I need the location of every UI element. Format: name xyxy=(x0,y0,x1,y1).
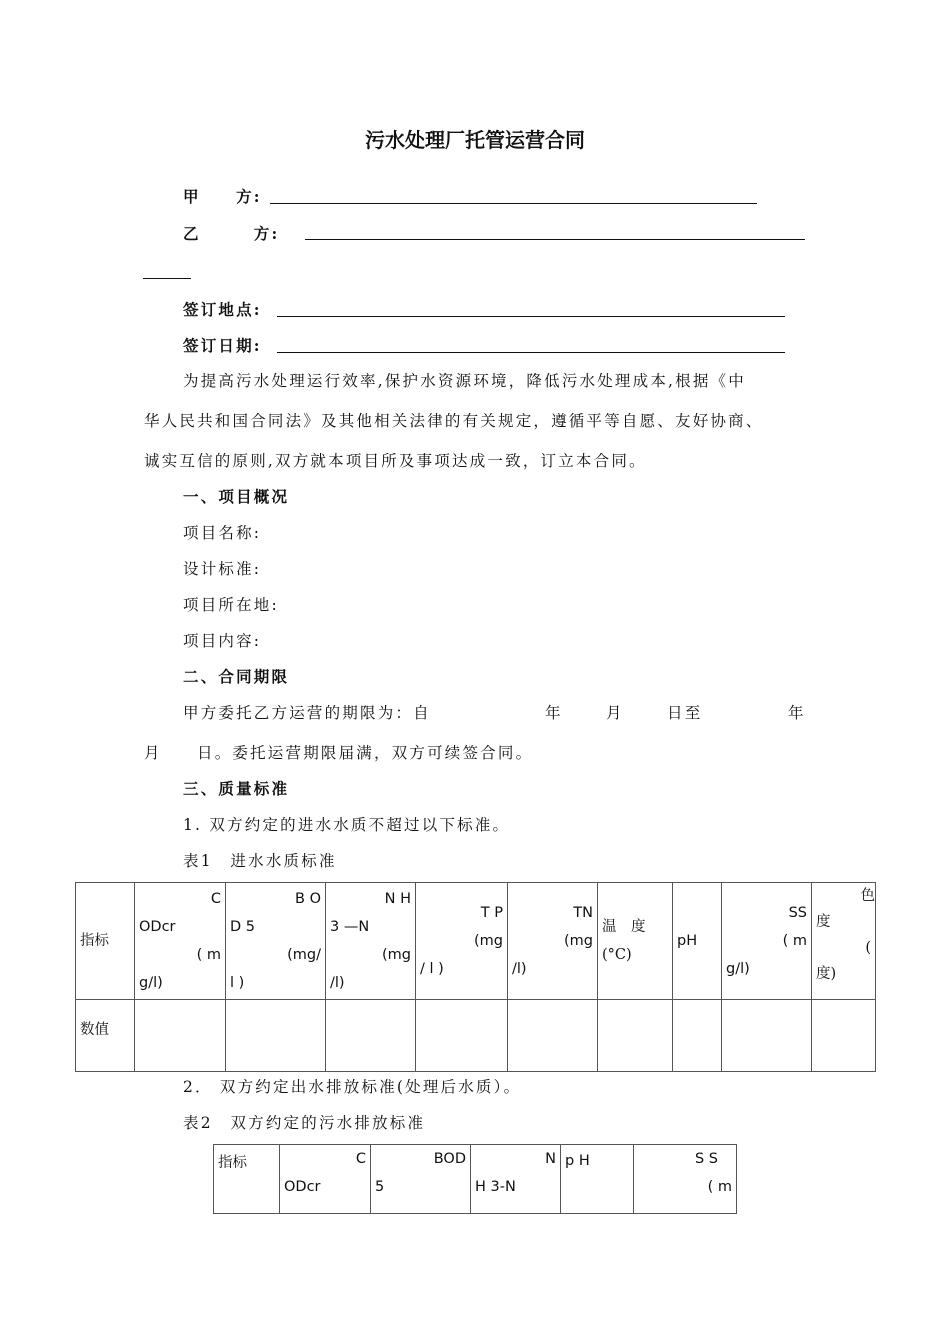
term-line-end: 日。委托运营期限届满，双方可续签合同。 xyxy=(197,744,534,762)
table-1-row-header: 指标 xyxy=(76,883,135,1000)
table-1-caption: 表1 进水水质标准 xyxy=(183,852,337,870)
term-line-start: 甲方委托乙方运营的期限为：自 xyxy=(183,704,431,722)
table-2-col-bod5: BOD 5 xyxy=(371,1145,471,1214)
table-1-col-bod5: B O D 5 (mg/ l ) xyxy=(226,883,326,1000)
party-b-field[interactable] xyxy=(305,239,805,240)
sign-place-label: 签订地点: xyxy=(183,300,262,319)
sign-date-field[interactable] xyxy=(277,352,785,353)
project-content-label: 项目内容: xyxy=(183,632,262,650)
term-day-to: 日至 xyxy=(667,704,703,722)
term-month-2: 月 xyxy=(144,744,162,762)
section-2-heading: 二、合同期限 xyxy=(183,667,290,686)
table-2-col-ph: p H xyxy=(561,1145,634,1214)
preamble-line-2: 华人民共和国合同法》及其他相关法律的有关规定，遵循平等自愿、友好协商、 xyxy=(144,412,764,430)
table-1-col-ph: pH xyxy=(673,883,722,1000)
table-1-header-row xyxy=(76,883,876,1000)
inflow-quality-table xyxy=(75,882,876,1072)
table-1-col-temperature: 温 度 (°C) xyxy=(598,883,673,1000)
outflow-standard-table xyxy=(213,1144,737,1214)
table-2-col-nh3n: N H 3-N xyxy=(471,1145,561,1214)
table-1-col-color: 色 度 ( 度) xyxy=(812,883,876,1000)
table-1-value-tn[interactable] xyxy=(508,1000,598,1072)
table-1-value-codcr[interactable] xyxy=(135,1000,226,1072)
project-name-label: 项目名称: xyxy=(183,524,262,542)
table-2-col-ss: S S ( m xyxy=(634,1145,737,1214)
term-year-1: 年 xyxy=(545,704,563,722)
table-1-value-ph[interactable] xyxy=(673,1000,722,1072)
table-1-value-color[interactable] xyxy=(812,1000,876,1072)
sign-date-label: 签订日期: xyxy=(183,336,262,355)
table-1-col-ss: SS ( m g/l) xyxy=(722,883,812,1000)
party-a-label: 甲 方: xyxy=(183,187,262,206)
table-1-col-tp: T P (mg / l ) xyxy=(416,883,508,1000)
preamble-line-1: 为提高污水处理运行效率,保护水资源环境，降低污水处理成本,根据《中 xyxy=(183,372,746,390)
table-1-value-temperature[interactable] xyxy=(598,1000,673,1072)
term-year-2: 年 xyxy=(788,704,806,722)
table-1-value-nh3n[interactable] xyxy=(326,1000,416,1072)
project-location-label: 项目所在地: xyxy=(183,596,279,614)
party-b-label: 乙 方: xyxy=(183,224,280,243)
table-1-col-tn: TN (mg /l) xyxy=(508,883,598,1000)
document-title: 污水处理厂托管运营合同 xyxy=(365,128,585,152)
inflow-standard-text: 1. 双方约定的进水水质不超过以下标准。 xyxy=(183,816,511,834)
table-1-value-tp[interactable] xyxy=(416,1000,508,1072)
sign-place-field[interactable] xyxy=(277,316,785,317)
table-2-caption: 表2 双方约定的污水排放标准 xyxy=(183,1114,426,1132)
table-1-value-row xyxy=(76,1000,876,1072)
section-1-heading: 一、项目概况 xyxy=(183,487,290,506)
preamble-line-3: 诚实互信的原则,双方就本项目所及事项达成一致，订立本合同。 xyxy=(144,452,647,470)
table-2-col-codcr: C ODcr xyxy=(280,1145,371,1214)
term-month-1: 月 xyxy=(606,704,624,722)
table-1-value-bod5[interactable] xyxy=(226,1000,326,1072)
table-2-row-header: 指标 xyxy=(214,1145,280,1214)
table-1-value-label: 数值 xyxy=(76,1000,135,1072)
design-standard-label: 设计标准: xyxy=(183,560,262,578)
table-1-col-codcr: C ODcr ( m g/l) xyxy=(135,883,226,1000)
table-1-value-ss[interactable] xyxy=(722,1000,812,1072)
table-1-col-nh3n: N H 3 —N (mg /l) xyxy=(326,883,416,1000)
table-2-header-row xyxy=(214,1145,737,1214)
party-a-field[interactable] xyxy=(270,203,757,204)
outflow-standard-text: 2． 双方约定出水排放标准(处理后水质）。 xyxy=(183,1078,522,1096)
section-3-heading: 三、质量标准 xyxy=(183,779,290,798)
party-b-field-continuation[interactable] xyxy=(143,278,191,279)
